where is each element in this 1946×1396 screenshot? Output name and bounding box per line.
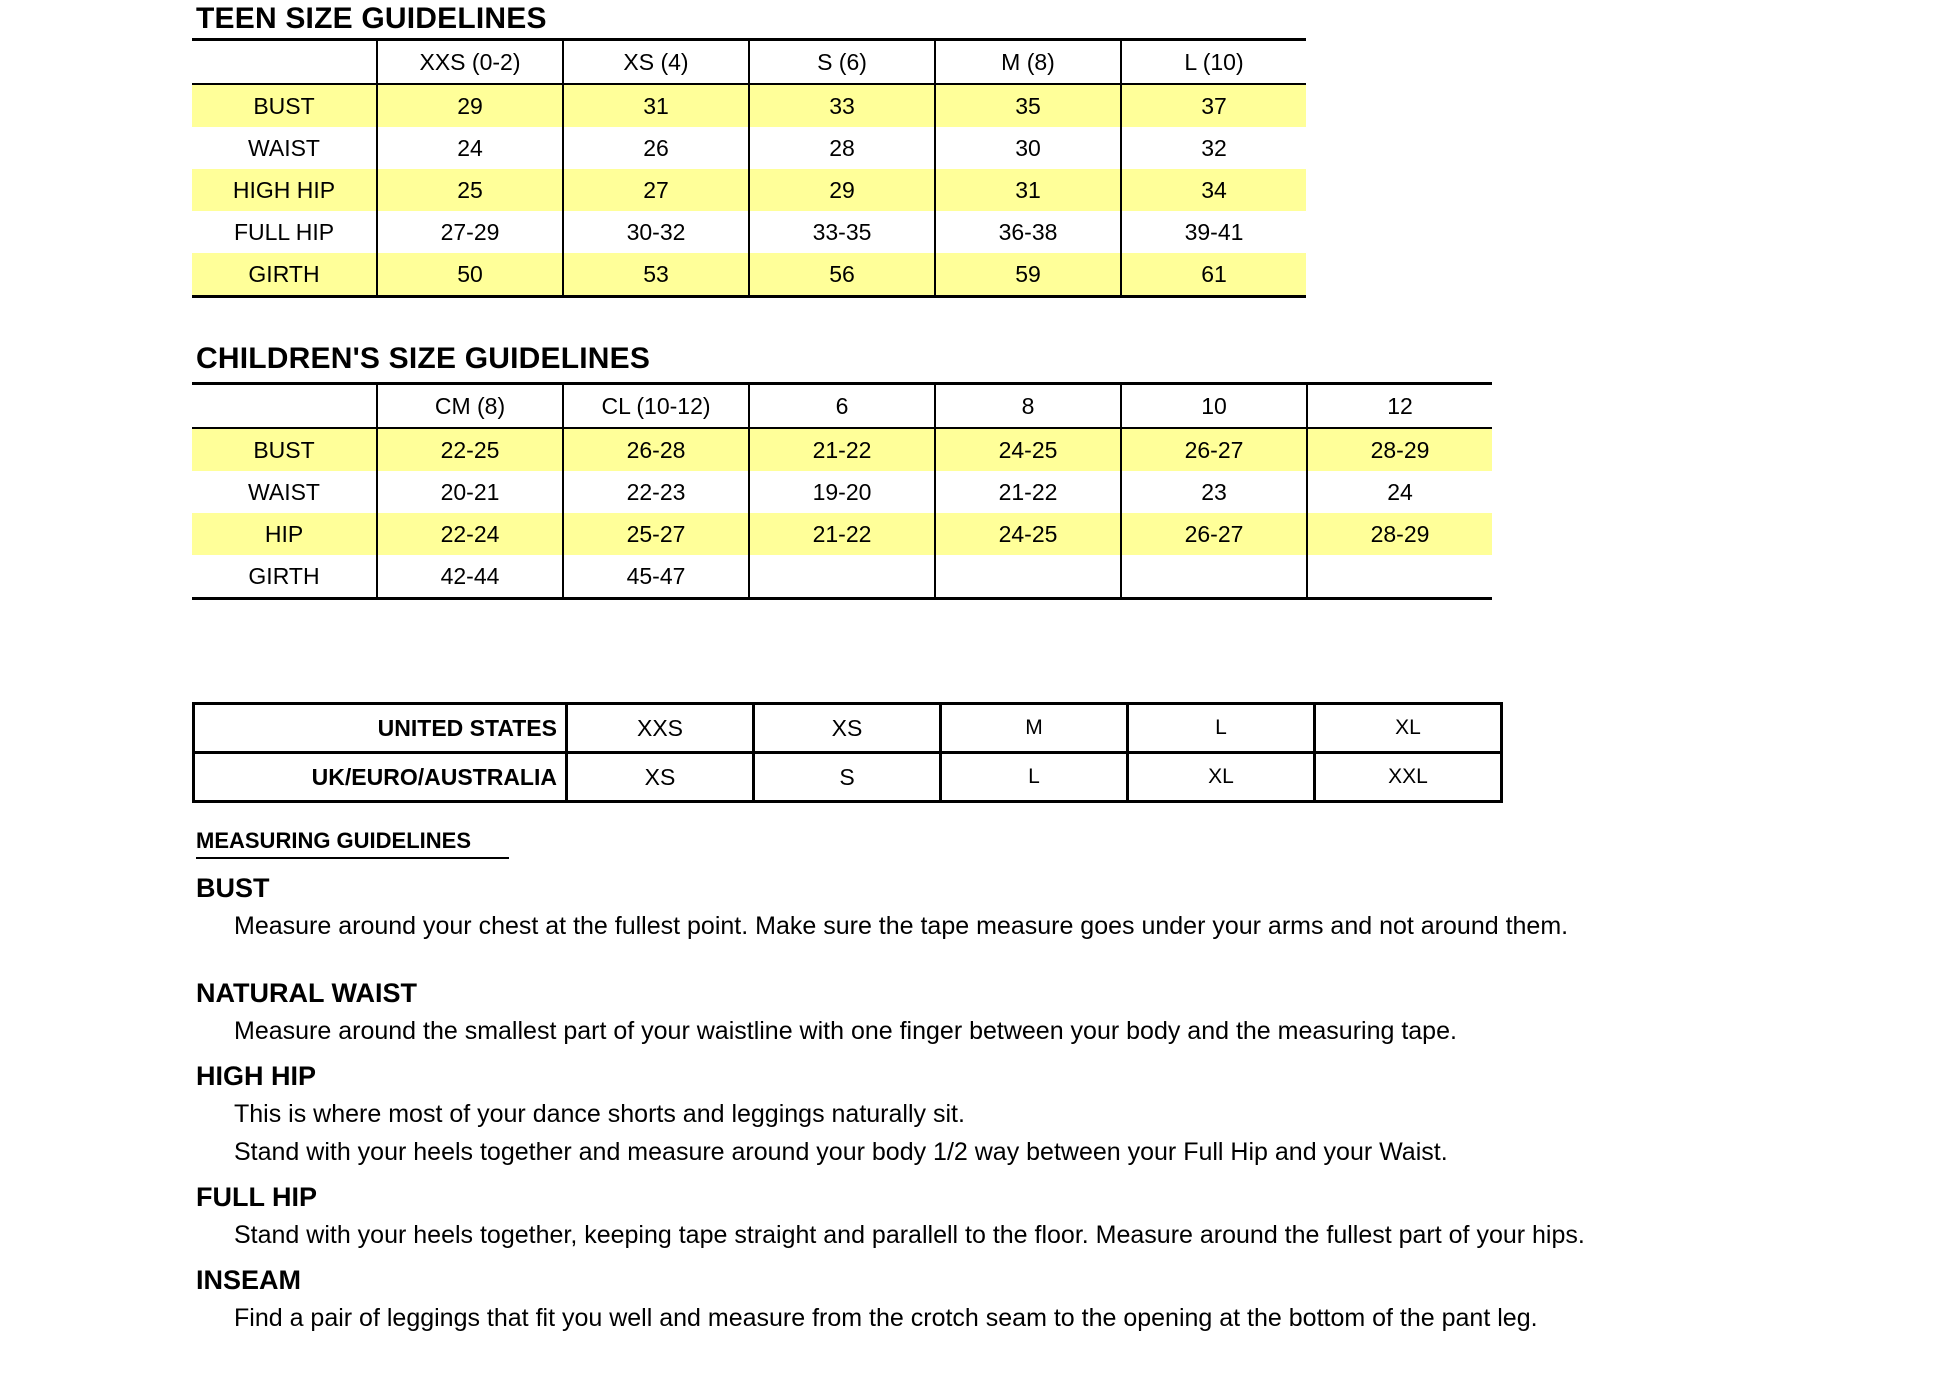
table-row <box>192 253 1306 297</box>
teen-header-cell: XS (4) <box>563 40 749 85</box>
measuring-text-natural-waist: Measure around the smallest part of your waistline with one finger between your body and the measuring tape. <box>234 1017 1457 1045</box>
conversion-cell: L <box>941 753 1128 802</box>
teen-header-cell: M (8) <box>935 40 1121 85</box>
teen-cell: 31 <box>563 84 749 127</box>
teen-header-cell <box>192 40 377 85</box>
measuring-guidelines-section <box>196 828 1896 1334</box>
teen-cell: 27 <box>563 169 749 211</box>
measuring-text-high-hip-2: Stand with your heels together and measure around your body 1/2 way between your Full Hip and your Waist. <box>234 1138 1448 1166</box>
teen-cell: 29 <box>749 169 935 211</box>
children-size-table <box>192 382 1492 600</box>
teen-row-label: FULL HIP <box>192 211 377 253</box>
table-header-row <box>192 40 1306 85</box>
children-cell: 24-25 <box>935 513 1121 555</box>
table-row <box>194 753 1502 802</box>
table-row <box>192 428 1492 471</box>
conversion-cell: XXL <box>1315 753 1502 802</box>
measuring-text-high-hip-1: This is where most of your dance shorts and leggings naturally sit. <box>234 1100 965 1128</box>
teen-cell: 50 <box>377 253 563 297</box>
children-header-cell <box>192 384 377 429</box>
table-row <box>192 84 1306 127</box>
children-cell: 25-27 <box>563 513 749 555</box>
table-row <box>192 211 1306 253</box>
teen-row-label: BUST <box>192 84 377 127</box>
table-row <box>192 513 1492 555</box>
children-cell: 22-24 <box>377 513 563 555</box>
conversion-cell: L <box>1128 704 1315 753</box>
teen-cell: 27-29 <box>377 211 563 253</box>
children-cell: 42-44 <box>377 555 563 599</box>
teen-header-cell: L (10) <box>1121 40 1306 85</box>
teen-cell: 37 <box>1121 84 1306 127</box>
measuring-term-inseam: INSEAM <box>196 1265 302 1295</box>
measuring-term-full-hip: FULL HIP <box>196 1182 317 1212</box>
measuring-text-inseam: Find a pair of leggings that fit you well and measure from the crotch seam to the opening at the bottom of the pant leg. <box>234 1304 1538 1332</box>
teen-cell: 59 <box>935 253 1121 297</box>
children-row-label: HIP <box>192 513 377 555</box>
teen-header-cell: S (6) <box>749 40 935 85</box>
children-cell: 22-23 <box>563 471 749 513</box>
measuring-term-bust: BUST <box>196 873 270 903</box>
children-cell: 21-22 <box>935 471 1121 513</box>
conversion-cell: XL <box>1315 704 1502 753</box>
measuring-term-high-hip: HIGH HIP <box>196 1061 317 1091</box>
teen-cell: 34 <box>1121 169 1306 211</box>
children-row-label: GIRTH <box>192 555 377 599</box>
teen-row-label: GIRTH <box>192 253 377 297</box>
children-row-label: BUST <box>192 428 377 471</box>
children-cell: 45-47 <box>563 555 749 599</box>
table-row <box>192 127 1306 169</box>
teen-cell: 30 <box>935 127 1121 169</box>
children-cell: 28-29 <box>1307 428 1492 471</box>
table-row <box>192 471 1492 513</box>
measuring-text-bust: Measure around your chest at the fullest point. Make sure the tape measure goes under your arms and not around them. <box>234 912 1569 940</box>
children-cell: 21-22 <box>749 513 935 555</box>
teen-cell: 28 <box>749 127 935 169</box>
teen-section-title: TEEN SIZE GUIDELINES <box>196 2 547 35</box>
children-cell: 26-28 <box>563 428 749 471</box>
children-cell <box>1307 555 1492 599</box>
children-row-label: WAIST <box>192 471 377 513</box>
teen-size-table <box>192 38 1306 298</box>
teen-row-label: WAIST <box>192 127 377 169</box>
table-header-row <box>192 384 1492 429</box>
teen-cell: 32 <box>1201 134 1227 161</box>
children-cell: 19-20 <box>749 471 935 513</box>
children-header-cell: 6 <box>749 384 935 429</box>
conversion-cell: XXS <box>567 704 754 753</box>
children-cell: 26-27 <box>1121 428 1307 471</box>
spacer <box>196 942 1896 964</box>
teen-cell: 31 <box>935 169 1121 211</box>
measuring-term-natural-waist: NATURAL WAIST <box>196 978 417 1008</box>
children-cell: 21-22 <box>749 428 935 471</box>
measuring-text-full-hip: Stand with your heels together, keeping tape straight and parallell to the floor. Measure around the fullest part of your hips. <box>234 1221 1585 1249</box>
conversion-cell: XS <box>567 753 754 802</box>
conversion-cell: M <box>941 704 1128 753</box>
teen-cell: 33-35 <box>749 211 935 253</box>
children-cell: 23 <box>1121 471 1307 513</box>
children-cell: 26-27 <box>1121 513 1307 555</box>
conversion-row-label: UNITED STATES <box>194 704 567 753</box>
teen-cell: 39-41 <box>1184 218 1244 245</box>
teen-cell: 33 <box>749 84 935 127</box>
children-section-title: CHILDREN'S SIZE GUIDELINES <box>196 342 651 375</box>
children-cell: 24 <box>1387 478 1413 505</box>
children-cell <box>1121 555 1307 599</box>
teen-cell: 24 <box>377 127 563 169</box>
children-header-cell: 12 <box>1307 384 1492 429</box>
children-header-cell: 10 <box>1121 384 1307 429</box>
teen-cell: 29 <box>377 84 563 127</box>
teen-cell: 30-32 <box>563 211 749 253</box>
children-cell: 28-29 <box>1307 513 1492 555</box>
conversion-cell: S <box>754 753 941 802</box>
table-row <box>192 555 1492 599</box>
children-cell: 22-25 <box>377 428 563 471</box>
teen-header-cell: XXS (0-2) <box>377 40 563 85</box>
children-cell <box>935 555 1121 599</box>
conversion-cell: XS <box>754 704 941 753</box>
teen-row-label: HIGH HIP <box>192 169 377 211</box>
conversion-cell: XL <box>1128 753 1315 802</box>
table-row <box>192 169 1306 211</box>
teen-cell: 26 <box>563 127 749 169</box>
table-row <box>194 704 1502 753</box>
children-cell: 24-25 <box>935 428 1121 471</box>
teen-cell: 25 <box>377 169 563 211</box>
children-cell: 20-21 <box>377 471 563 513</box>
teen-cell: 61 <box>1121 253 1306 297</box>
children-header-cell: 8 <box>935 384 1121 429</box>
children-header-cell: CL (10-12) <box>563 384 749 429</box>
teen-cell: 35 <box>935 84 1121 127</box>
size-conversion-table <box>192 702 1503 803</box>
children-cell <box>749 555 935 599</box>
teen-cell: 56 <box>749 253 935 297</box>
conversion-row-label: UK/EURO/AUSTRALIA <box>194 753 567 802</box>
teen-cell: 53 <box>563 253 749 297</box>
teen-cell: 36-38 <box>935 211 1121 253</box>
measuring-guidelines-header: MEASURING GUIDELINES <box>196 828 509 859</box>
children-header-cell: CM (8) <box>377 384 563 429</box>
